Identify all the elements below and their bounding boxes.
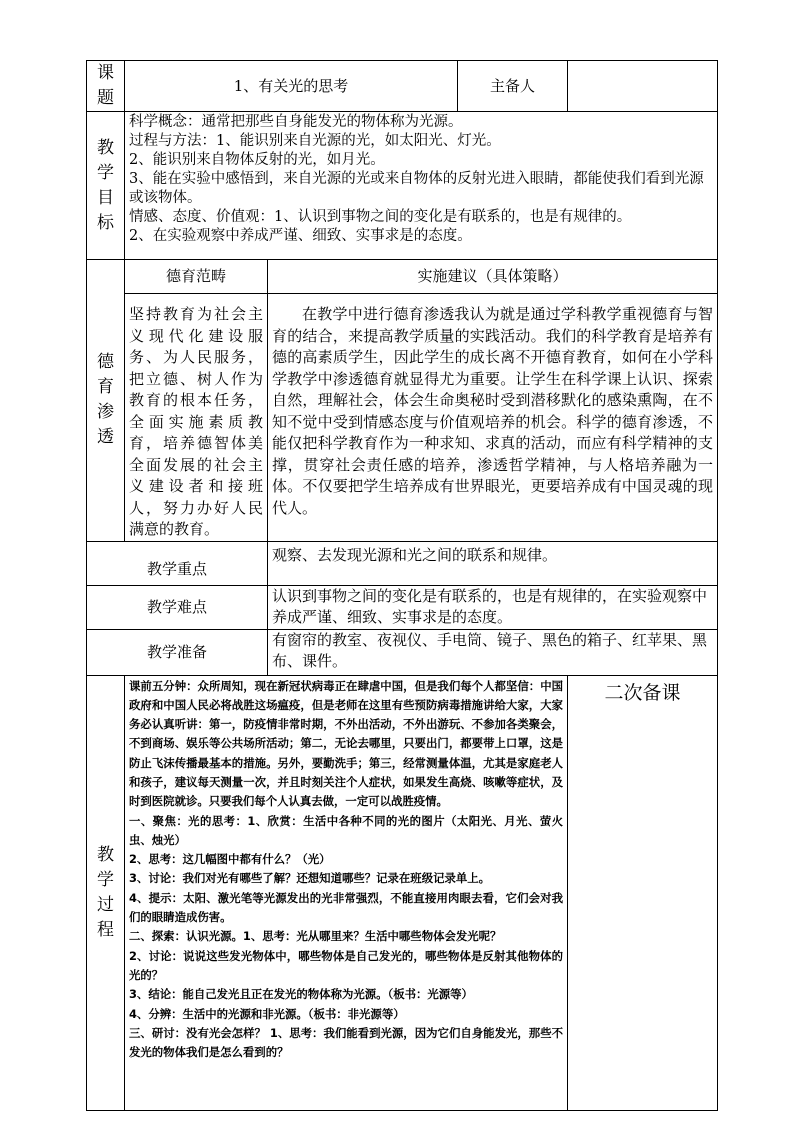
moral-strategy: 在教学中进行德育渗透我认为就是通过学科教学重视德育与智育的结合，来提高教学质量的实践活动。我们的科学教育是培养有德的高素质学生，因此学生的成长离不开德育教育，如何在小学科学教学中渗透德育就显得尤为重要。让学生在科学课上认识、探索自然，理解社会，体会生命奥秘时受到潜移默化的感染熏陶，在不知不觉中受到情感态度与价值观培养的机会。科学的德育渗透，不能仅把科学教育作为一种求知、求真的活动，而应有科学精神的支撑，贯穿社会责任感的培养，渗透哲学精神，与人格培养融为一体。不仅要把学生培养成有世界眼光，更要培养成有中国灵魂的现代人。 — [268, 294, 718, 542]
lesson-plan-table — [86, 60, 718, 1111]
objective-line: 3、能在实验中感悟到，来自光源的光或来自物体的反射光进入眼睛，都能使我们看到光源或该物体。 — [129, 171, 704, 206]
objective-line: 2、在实验观察中养成严谨、细致、实事求是的态度。 — [129, 228, 472, 244]
difficulty-label: 教学难点 — [87, 585, 268, 629]
process-label: 教学过程 — [87, 675, 125, 1110]
process-content — [125, 675, 568, 1110]
objectives-content — [125, 112, 718, 260]
process-line: 3、讨论：我们对光有哪些了解？还想知道哪些？记录在班级记录单上。 — [129, 871, 491, 886]
difficulty-content: 认识到事物之间的变化是有联系的，也是有规律的，在实验观察中养成严谨、细致、实事求是的态度。 — [268, 585, 718, 629]
moral-content-row — [87, 294, 718, 542]
objective-line: 情感、态度、价值观：1、认识到事物之间的变化是有联系的，也是有规律的。 — [129, 209, 632, 225]
objectives-row — [87, 112, 718, 260]
preparation-row — [87, 629, 718, 675]
preparation-label: 教学准备 — [87, 629, 268, 675]
lesson-title: 1、有关光的思考 — [125, 61, 458, 112]
process-line: 二、探索：认识光源。1、思考：光从哪里来？生活中哪些物体会发光呢？ — [129, 929, 502, 944]
process-line: 三、研讨：没有光会怎样？ 1、思考：我们能看到光源，因为它们自身能发光，那些不发光的物体我们是怎么看到的？ — [129, 1025, 564, 1060]
objective-line: 2、能识别来自物体反射的光，如月光。 — [129, 152, 385, 168]
process-line: 2、讨论：说说这些发光物体中，哪些物体是自己发光的，哪些物体是反射其他物体的光的？ — [129, 948, 564, 982]
key-point-row — [87, 541, 718, 585]
moral-category: 坚持教育为社会主义现代化建设服务、为人民服务，把立德、树人作为教育的根本任务，全面实施素质教育，培养德智体美全面发展的社会主义建设者和接班人，努力办好人民满意的教育。 — [125, 294, 268, 542]
process-line: 4、提示：太阳、激光笔等光源发出的光非常强烈，不能直接用肉眼去看，它们会对我们的眼睛造成伤害。 — [129, 890, 564, 925]
difficulty-row — [87, 585, 718, 629]
objective-line: 过程与方法：1、能识别来自光源的光，如太阳光、灯光。 — [129, 133, 501, 149]
process-row — [87, 675, 718, 1110]
moral-col2-header: 实施建议（具体策略） — [268, 260, 718, 294]
second-preparation-note: 二次备课 — [568, 675, 718, 1110]
objectives-label: 教学目标 — [87, 112, 125, 260]
process-line: 4、分辨：生活中的光源和非光源。（板书：非光源等） — [129, 1006, 405, 1021]
process-line: 一、聚焦：光的思考：1、欣赏：生活中各种不同的光的图片（太阳光、月光、萤火虫、烛光） — [129, 813, 564, 847]
preparation-content: 有窗帘的教室、夜视仪、手电筒、镜子、黑色的箱子、红苹果、黑布、课件。 — [268, 629, 718, 675]
preparer-value — [568, 61, 718, 112]
topic-label: 课题 — [87, 61, 125, 112]
process-line: 2、思考：这几幅图中都有什么？（光） — [129, 852, 331, 867]
moral-col1-header: 德育范畴 — [125, 260, 268, 294]
objective-line: 科学概念：通常把那些自身能发光的物体称为光源。 — [129, 114, 463, 130]
header-row — [87, 61, 718, 112]
process-line: 3、结论：能自己发光且正在发光的物体称为光源。（板书：光源等） — [129, 987, 473, 1002]
moral-header-row — [87, 260, 718, 294]
key-point-label: 教学重点 — [87, 541, 268, 585]
preparer-label: 主备人 — [458, 61, 568, 112]
key-point-content: 观察、去发现光源和光之间的联系和规律。 — [268, 541, 718, 585]
moral-label: 德育渗透 — [87, 260, 125, 542]
process-line: 课前五分钟：众所周知，现在新冠状病毒正在肆虐中国，但是我们每个人都坚信：中国政府和中国人民必将战胜这场瘟疫，但是老师在这里有些预防病毒措施讲给大家，大家务必认真听讲：第一，防疫情非常时期，不外出活动，不外出游玩、不参加各类聚会，不到商场、娱乐等公共场所活动；第二，无论去哪里，只要出门，都要带上口罩，这是防止飞沫传播最基本的措施。另外，要勤洗手；第三，经常测量体温，尤其是家庭老人和孩子，建议每天测量一次，并且时刻关注个人症状，如果发生高烧、咳嗽等症状，及时到医院就诊。只要我们每个人认真去做，一定可以战胜疫情。 — [129, 678, 564, 809]
